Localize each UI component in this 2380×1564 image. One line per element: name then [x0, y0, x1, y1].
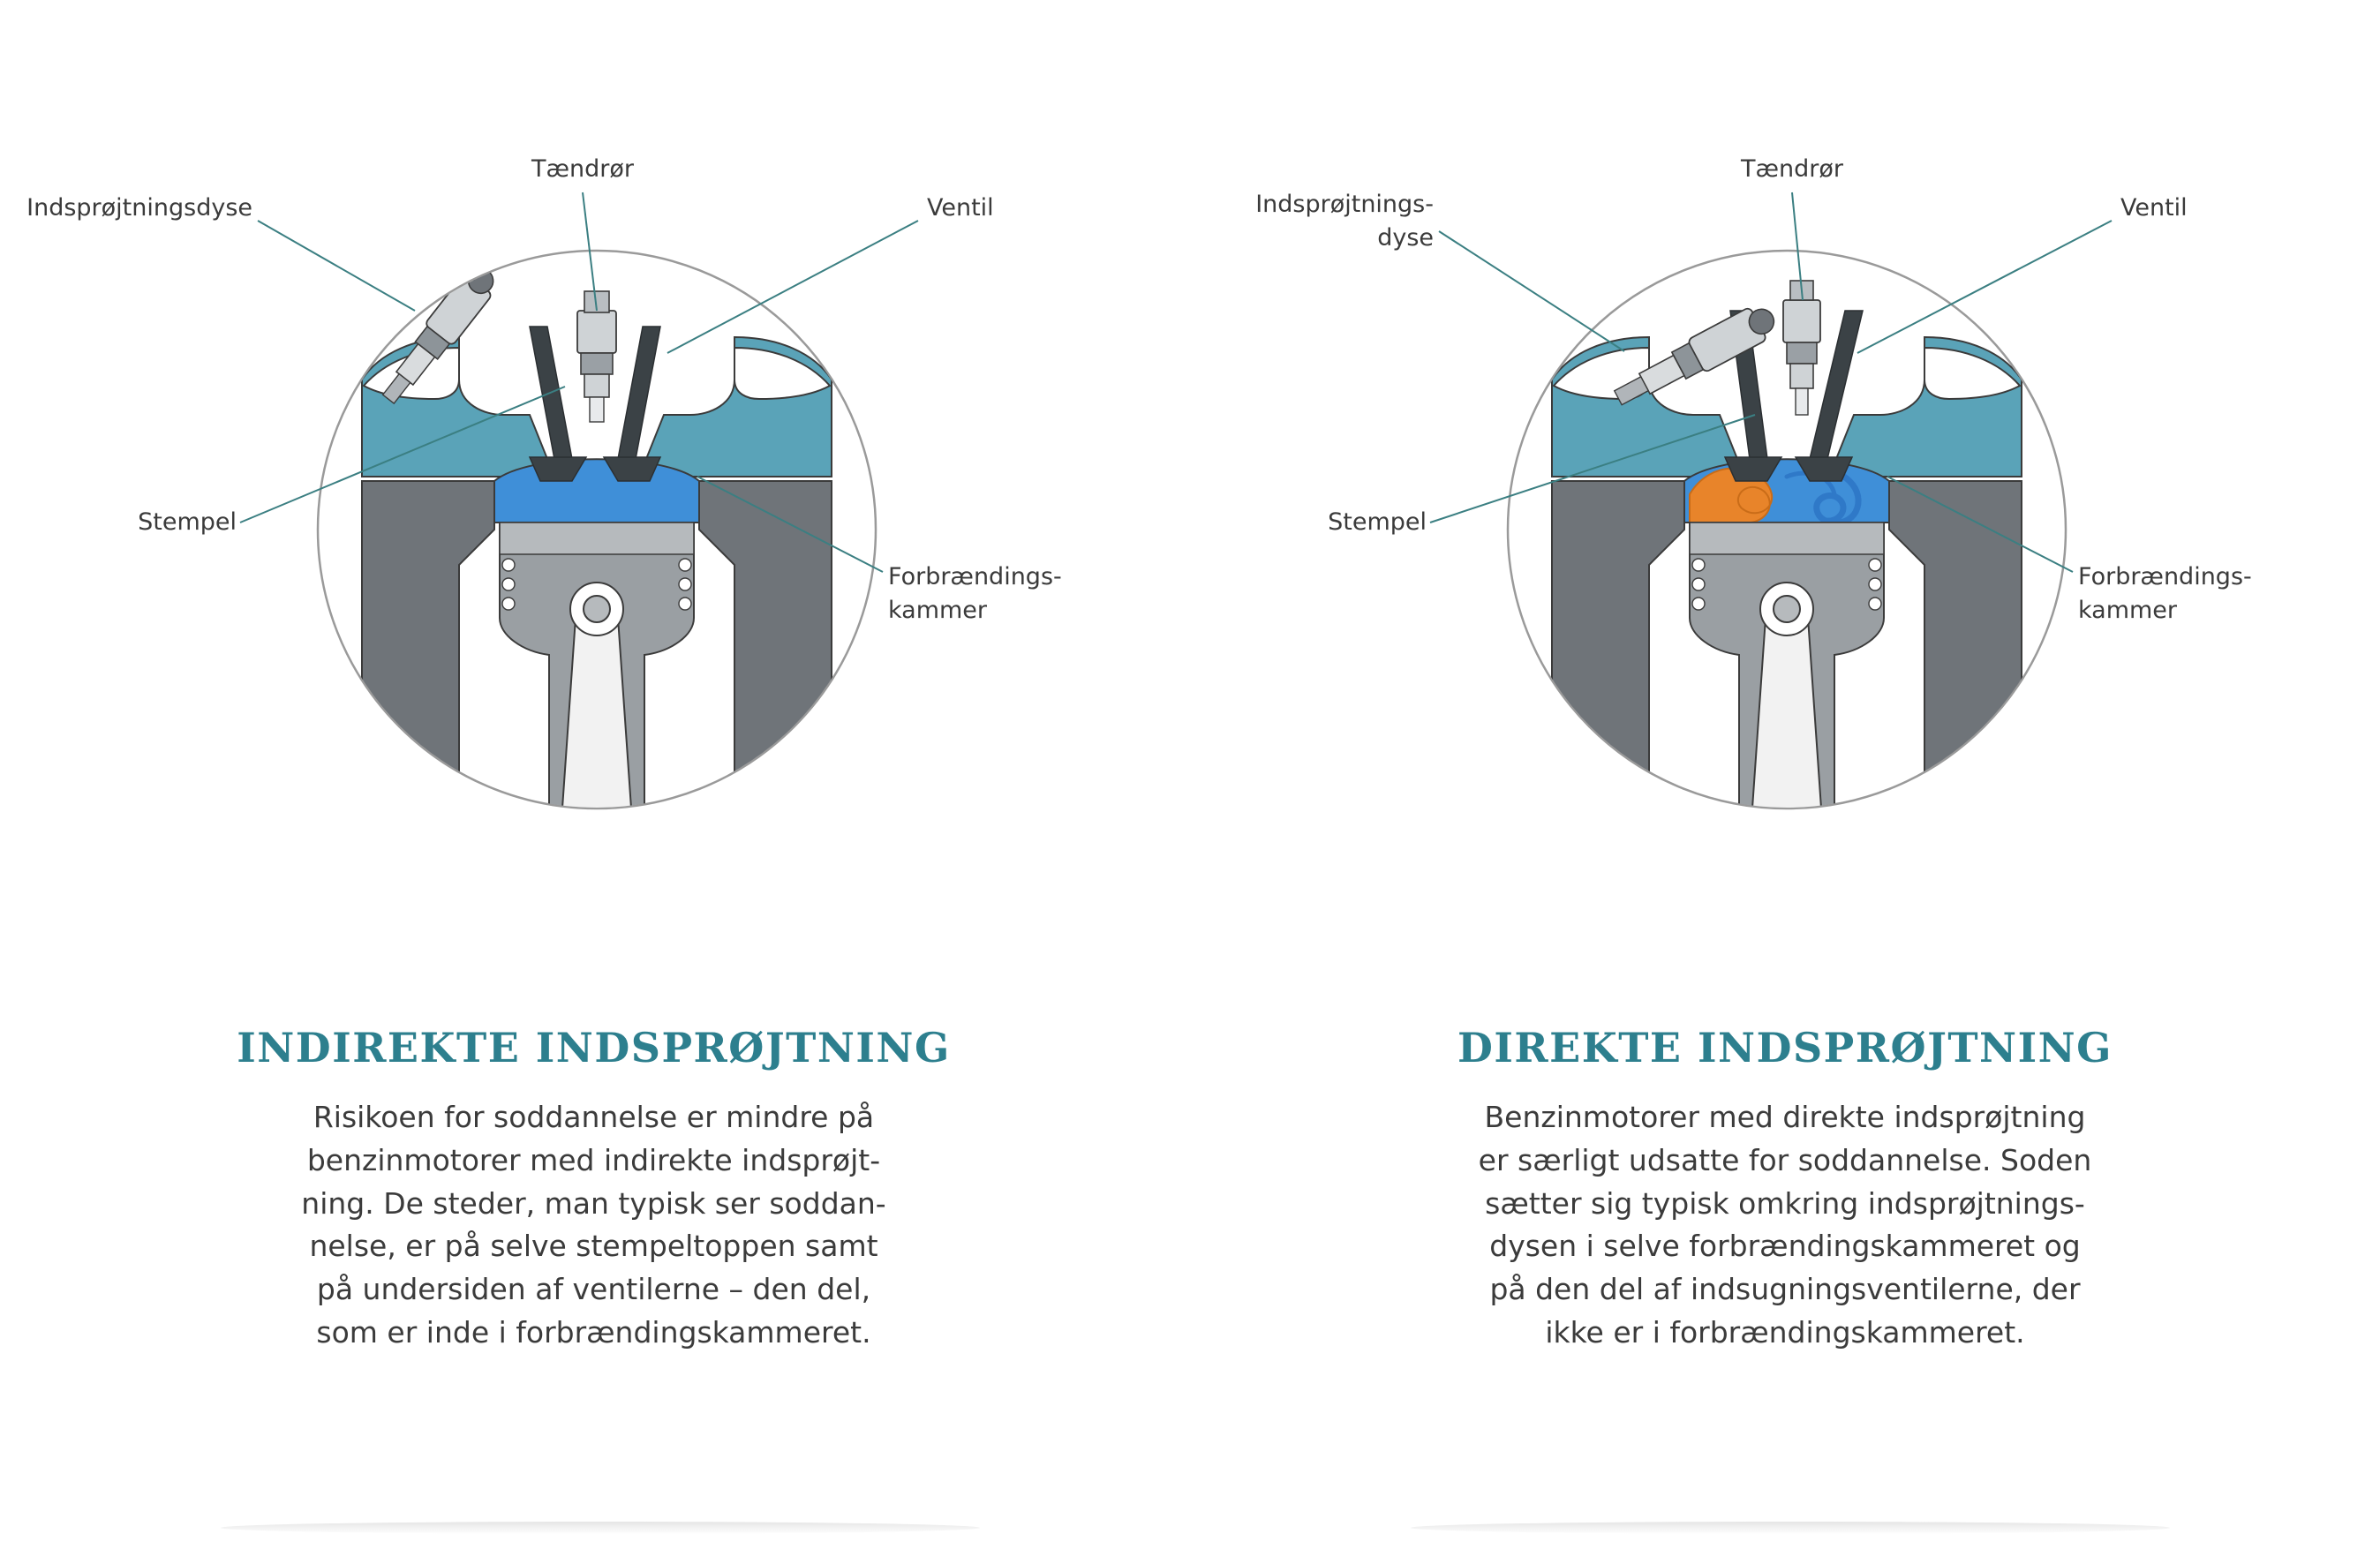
body-line: Risikoen for soddannelse er mindre på	[313, 1100, 875, 1134]
panel-title-direkte: DIREKTE INDSPRØJTNING	[1457, 1024, 2113, 1071]
body-line: dysen i selve forbrændingskammeret og	[1489, 1229, 2081, 1264]
body-line: ning. De steder, man typisk ser soddan-	[301, 1185, 886, 1221]
label-valve: Ventil	[927, 194, 994, 222]
label-chamber-line1: Forbrændings-	[2078, 563, 2252, 590]
panel-shadow	[221, 1522, 980, 1534]
body-line: ikke er i forbrændingskammeret.	[1545, 1315, 2025, 1350]
label-chamber-line2: kammer	[888, 597, 988, 624]
panel-title-indirekte: INDIREKTE INDSPRØJTNING	[237, 1024, 951, 1071]
panel-divider	[1188, 0, 1192, 1564]
label-chamber-line2: kammer	[2078, 597, 2178, 624]
panel-body-indirekte	[237, 1096, 952, 1355]
label-valve: Ventil	[2120, 194, 2188, 222]
figure-indirekte	[0, 0, 1190, 1024]
body-line: benzinmotorer med indirekte indsprøjt-	[306, 1142, 881, 1177]
panel-direkte	[1190, 0, 2380, 1564]
leader-injector	[258, 221, 415, 311]
label-injector-line1: Indsprøjtnings-	[1255, 191, 1434, 218]
body-line: som er inde i forbrændingskammeret.	[316, 1315, 871, 1350]
label-injector-line2: dyse	[1377, 224, 1434, 252]
piston-pin-inner	[584, 596, 610, 622]
body-line: Benzinmotorer med direkte indsprøjtning	[1484, 1100, 2086, 1134]
body-line: sætter sig typisk omkring indsprøjtnings-	[1485, 1185, 2085, 1221]
combustion-chamber	[494, 459, 699, 523]
label-sparkplug: Tændrør	[1741, 155, 1843, 183]
panel-body-direkte	[1427, 1096, 2143, 1355]
piston-crown	[500, 523, 694, 554]
body-line: på den del af indsugningsventilerne, der	[1489, 1272, 2081, 1307]
label-chamber-line1: Forbrændings-	[888, 563, 1062, 590]
body-line: er særligt udsatte for soddannelse. Soden	[1478, 1142, 2092, 1177]
panel-shadow	[1411, 1522, 2170, 1534]
leader-injector	[1439, 231, 1624, 351]
label-sparkplug: Tændrør	[531, 155, 634, 183]
label-injector: Indsprøjtningsdyse	[26, 194, 252, 222]
label-piston: Stempel	[138, 508, 237, 536]
piston-pin-inner	[1774, 596, 1800, 622]
body-line: nelse, er på selve stempeltoppen samt	[309, 1229, 878, 1264]
body-line: på undersiden af ventilerne – den del,	[316, 1272, 871, 1307]
piston-crown	[1690, 523, 1884, 554]
figure-direkte	[1190, 0, 2380, 1024]
label-piston: Stempel	[1328, 508, 1427, 536]
